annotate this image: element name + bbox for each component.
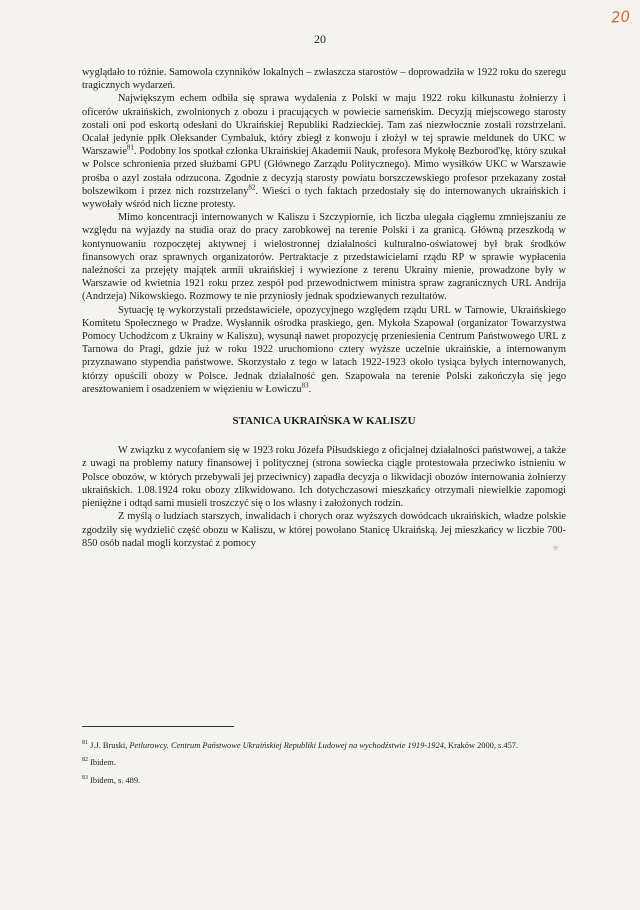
paragraph-6: Z myślą o ludziach starszych, inwalidach i chorych oraz wyższych dowódcach ukraińskich, władze polskie zgodziły się wydzielić część obozu w Kaliszu, w której powołano Stanicę Ukraińską. Jej mieszkańcy w liczbie 700-850 osób nadal mogli korzystać z pomocy <box>82 511 566 549</box>
paragraph-1: wyglądało to różnie. Samowola czynników lokalnych – zwłaszcza starostów – doprowadziła w 1922 roku do szeregu tragicznych wydarzeń. <box>82 67 566 92</box>
section-heading: STANICA UKRAIŃSKA W KALISZU <box>232 415 416 428</box>
page-number: 20 <box>314 32 326 46</box>
footnote-ref-82[interactable]: 82 <box>248 183 256 192</box>
paragraph-2 <box>82 92 566 211</box>
footnote-text: Ibidem. <box>88 758 116 768</box>
footnote-separator <box>82 726 234 727</box>
footnote-ref-81[interactable]: 81 <box>126 143 134 152</box>
footnote-book-title: Petlurowcy. Centrum Państwowe Ukraińskiej Republiki Ludowej na wychodźstwie 1919-1924 <box>129 740 444 750</box>
paragraph-3: Mimo koncentracji internowanych w Kaliszu i Szczypiornie, ich liczba ulegała ciągłemu zmniejszaniu ze względu na wyjazdy na studia oraz do pracy zarobkowej na terenie Polski i za granicą. Główną przeszkodą w kontynuowaniu rozpoczętej aktywnej i wielostronnej działalności kulturalno-oświatowej był brak środków finansowych oraz sprawnych organizatorów. Pertraktacje z przedstawicielami rządu RP w sprawie wypłacenia należności za przejęty majątek armii ukraińskiej i wywiezione z terenu Ukrainy mienie, prowadzone były w Warszawie od kwietnia 1921 roku przez zespół pod przewodnictwem ministra spraw zagranicznych URL Andrija (Andrzeja) Nikowskiego. Rozmowy te nie przyniosły jednak spodziewanych rezultatów. <box>82 212 566 303</box>
footnote-text: Ibidem, s. 489. <box>88 775 141 785</box>
paragraph-2-part-b: . Podobny los spotkał członka Ukraińskiej Akademii Nauk, profesora Mykołę Bezborod'kę, który szukał w Polsce schronienia przed służbami GPU (Głównego Zarządu Politycznego). Mimo wysiłków UKC w Warszawie prośba o azyl została odrzucona. Zgodnie z decyzją starosty powiatu borszczewskiego profesor przekazany został bolszewikom i przez nich rozstrzelany <box>82 146 566 197</box>
footnotes <box>82 738 566 790</box>
footnote-83 <box>82 773 566 786</box>
footnote-number: 81 <box>82 740 88 746</box>
handwritten-page-number: 20 <box>610 7 631 27</box>
paragraph-2-part-c: . Wieści o tych faktach przedostały się do internowanych ukraińskich i wywołały wśród nich liczne protesty. <box>82 185 566 211</box>
paragraph-4: Sytuację tę wykorzystali przedstawiciele, opozycyjnego względem rządu URL w Tarnowie, Ukraińskiego Komitetu Społecznego w Pradze. Wysłannik ośrodka praskiego, gen. Mykoła Szapował (organizator Towarzystwa Pomocy Uchodźcom z Ukrainy w Kaliszu), wysunął nawet propozycję przeniesienia Centrum Państwowego URL z Tarnowa do Pragi, gdzie już w roku 1922 uruchomiono cztery wyższe uczelnie ukraińskie, a internowanym przyznawano stypendia państwowe. Skorzystało z tego w latach 1922-1923 około tysiąca byłych internowanych, którzy opuścili obozy w Polsce. Jednak działalność gen. Szapowała na terenie Polski zakończyła się jego aresztowaniem i osadzeniem w więzieniu w Łowiczu$^{83}$. <box>82 304 566 395</box>
footnote-text: J.J. Bruski, <box>88 740 130 750</box>
footnote-ref-83[interactable]: 83 <box>301 381 309 390</box>
scan-speck: ✳ <box>552 543 560 553</box>
paragraph-4-text: Sytuację tę wykorzystali przedstawiciele, opozycyjnego względem rządu URL w Tarnowie, Ukraińskiego Komitetu Społecznego w Pradze. Wysłannik ośrodka praskiego, gen. Mykoła Szapował (organizator Towarzystwa Pomocy Uchodźcom z Ukrainy w Kaliszu), wysunął nawet propozycję przeniesienia Centrum Państwowego URL z Tarnowa do Pragi, gdzie już w roku 1922 uruchomiono cztery wyższe uczelnie ukraińskie, a internowanym przyznawano stypendia państwowe. Skorzystało z tego w latach 1922-1923 około tysiąca byłych internowanych, którzy opuścili obozy w Polsce. Jednak działalność gen. Szapowała na terenie Polski zakończyła się jego aresztowaniem i osadzeniem w więzieniu w Łowiczu <box>82 304 566 395</box>
paragraph-2-part-a: Największym echem odbiła się sprawa wydalenia z Polski w maju 1922 roku kilkunastu żołnierzy i oficerów ukraińskich, zwolnionych z obozu i pracujących w powiecie sarneńskim. Decyzją miejscowego starosty zostali oni pod eskortą odesłani do Ukraińskiej Republiki Radzieckiej. Tam zaś niezwłocznie zostali rozstrzelani. Ocalał jedynie ppłk Ołeksander Cymbaluk, który zbiegł z konwoju i złożył w tej sprawie meldunek do UKC w Warszawie <box>82 93 566 158</box>
paragraph-5: W związku z wycofaniem się w 1923 roku Józefa Piłsudskiego z oficjalnej działalności państwowej, a także z uwagi na problemy natury finansowej i politycznej (strona sowiecka ciągle protestowała przeciwko istnieniu w Polsce obozów, w których przebywali jej przeciwnicy) zapadła decyzja o likwidacji obozów internowania żołnierzy ukraińskich. 1.08.1924 roku obozy zlikwidowano. Ich dotychczasowi mieszkańcy otrzymali niewielkie zapomogi pieniężne i odtąd sami musieli troszczyć się o los własny i założonych rodzin. <box>82 445 566 510</box>
footnote-number: 82 <box>82 757 88 764</box>
body-text <box>82 66 566 550</box>
footnote-number: 83 <box>82 774 88 781</box>
footnote-81 <box>82 738 566 751</box>
footnote-82 <box>82 755 566 768</box>
footnote-text: , Kraków 2000, s.457. <box>443 740 519 750</box>
